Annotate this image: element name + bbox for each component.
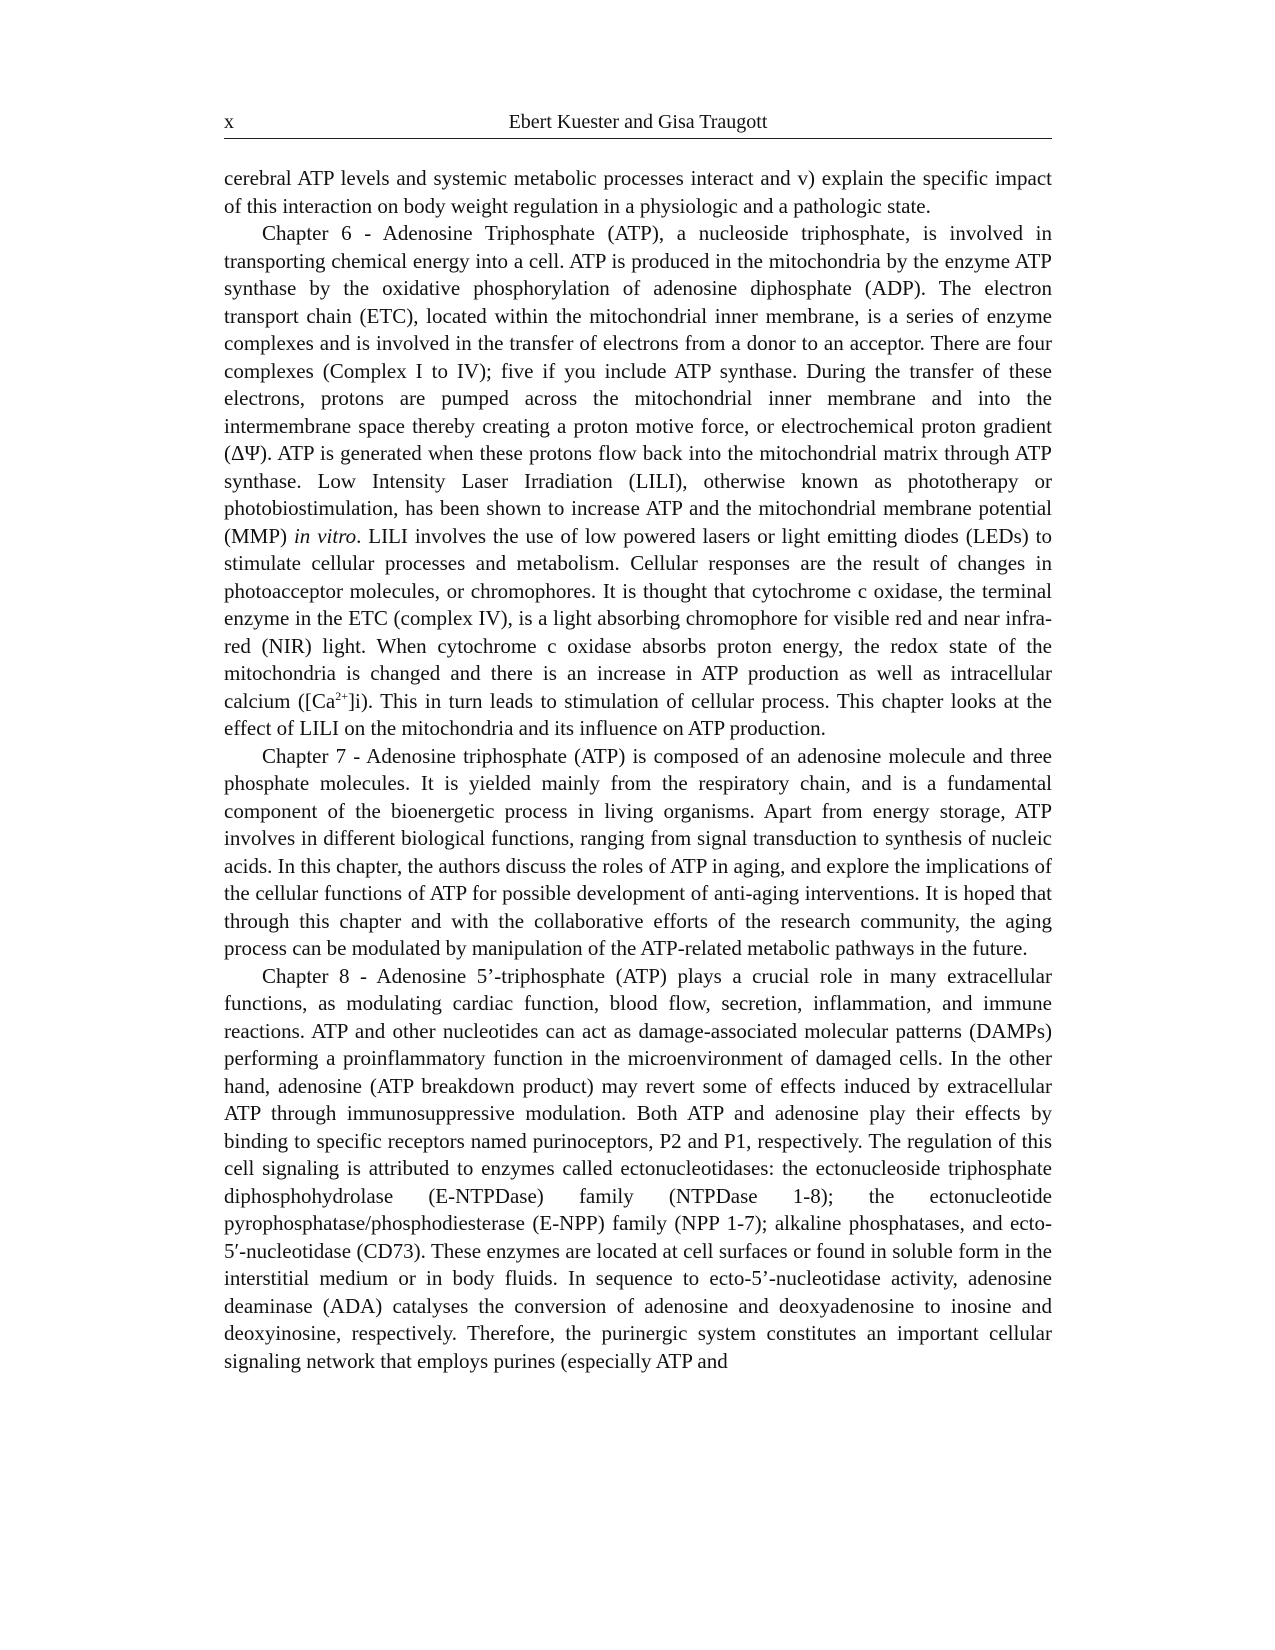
chapter-6-text-part-2: . LILI involves the use of low powered lasers or light emitting diodes (LEDs) to stimulate cellular processes and metabolism. Cellular responses are the result of changes in photoacceptor molecules, or chromophores. It is thought that cytochrome c oxidase, the terminal enzyme in the ETC (complex IV), is a light absorbing chromophore for visible red and near infra-red (NIR) light. When cytochrome c oxidase absorbs proton energy, the redox state of the mitochondria is changed and there is an increase in ATP production as well as intracellular calcium ([Ca xyxy=(224,523,1052,713)
body-text xyxy=(224,165,1052,1375)
page-number: x xyxy=(224,111,234,133)
running-header xyxy=(224,108,1052,139)
chapter-6-italic-term: in vitro xyxy=(293,523,357,548)
paragraph-chapter-7: Chapter 7 - Adenosine triphosphate (ATP) is composed of an adenosine molecule and three phosphate molecules. It is yielded mainly from the respiratory chain, and is a fundamental component of the bioenergetic process in living organisms. Apart from energy storage, ATP involves in different biological functions, ranging from signal transduction to synthesis of nucleic acids. In this chapter, the authors discuss the roles of ATP in aging, and explore the implications of the cellular functions of ATP for possible development of anti-aging interventions. It is hoped that through this chapter and with the collaborative efforts of the research community, the aging process can be modulated by manipulation of the ATP-related metabolic pathways in the future. xyxy=(224,743,1052,960)
header-authors: Ebert Kuester and Gisa Traugott xyxy=(508,111,768,133)
chapter-6-text-part-1: Chapter 6 - Adenosine Triphosphate (ATP), a nucleoside triphosphate, is involved in transporting chemical energy into a cell. ATP is produced in the mitochondria by the enzyme ATP synthase by the oxidative phosphorylation of adenosine diphosphate (ADP). The electron transport chain (ETC), located within the mitochondrial inner membrane, is a series of enzyme complexes and is involved in the transfer of electrons from a donor to an acceptor. There are four complexes (Complex I to IV); five if you include ATP synthase. During the transfer of these electrons, protons are pumped across the mitochondrial inner membrane and into the intermembrane space thereby creating a proton motive force, or electrochemical proton gradient (ΔΨ). ATP is generated when these protons flow back into the mitochondrial matrix through ATP synthase. Low Intensity Laser Irradiation (LILI), otherwise known as phototherapy or photobiostimulation, has been shown to increase ATP and the mitochondrial membrane potential (MMP) xyxy=(224,221,1052,548)
calcium-charge-superscript: 2+ xyxy=(335,688,348,703)
paragraph-chapter-8: Chapter 8 - Adenosine 5’-triphosphate (ATP) plays a crucial role in many extracellular functions, as modulating cardiac function, blood flow, secretion, inflammation, and immune reactions. ATP and other nucleotides can act as damage-associated molecular patterns (DAMPs) performing a proinflammatory function in the microenvironment of damaged cells. In the other hand, adenosine (ATP breakdown product) may revert some of effects induced by extracellular ATP through immunosuppressive modulation. Both ATP and adenosine play their effects by binding to specific receptors named purinoceptors, P2 and P1, respectively. The regulation of this cell signaling is attributed to enzymes called ectonucleotidases: the ectonucleoside triphosphate diphosphohydrolase (E-NTPDase) family (NTPDase 1-8); the ectonucleotide pyrophosphatase/phosphodiesterase (E-NPP) family (NPP 1-7); alkaline phosphatases, and ecto-5′-nucleotidase (CD73). These enzymes are located at cell surfaces or found in soluble form in the interstitial medium or in body fluids. In sequence to ecto-5’-nucleotidase activity, adenosine deaminase (ADA) catalyses the conversion of adenosine and deoxyadenosine to inosine and deoxyinosine, respectively. Therefore, the purinergic system constitutes an important cellular signaling network that employs purines (especially ATP and xyxy=(224,963,1052,1373)
paragraph-continuation: cerebral ATP levels and systemic metabolic processes interact and v) explain the specific impact of this interaction on body weight regulation in a physiologic and a pathologic state. xyxy=(224,166,1052,218)
book-page xyxy=(224,108,1052,1375)
chapter-6-text-part-3: ]i). This in turn leads to stimulation of cellular process. This chapter looks at the effect of LILI on the mitochondria and its influence on ATP production. xyxy=(224,688,1052,740)
paragraph-chapter-6 xyxy=(224,220,1052,743)
